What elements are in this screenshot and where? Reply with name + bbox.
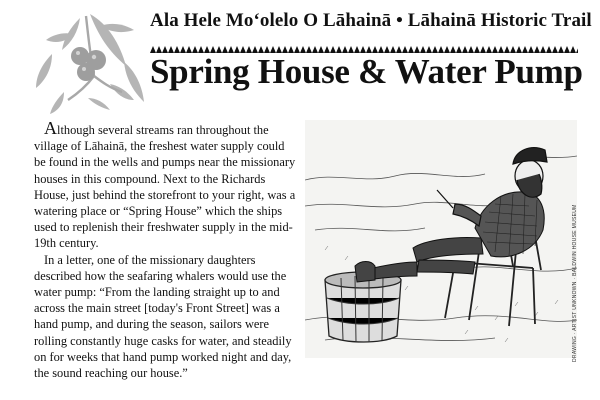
page-title: Spring House & Water Pump xyxy=(150,52,583,91)
paragraph-2: In a letter, one of the missionary daughters described how the seafaring whalers would use the water pump: “From the landing straight up to and across the main street [today's Front Street] was a hand pump, and during the season, sailors were rolling constantly huge casks for water, and steadily on for weeks that hand pump worked night and day, the sound reaching our house.” xyxy=(34,252,292,381)
paragraph-1-text: lthough several streams ran throughout the village of Lāhainā, the freshest water supply could be found in the wells and pumps near the missionary houses in this compound. Next to the Richards House, just behind the storefront to your right, was a watering place or “Spring House” which the ships used to replenish their freshwater supply in the mid-19th century. xyxy=(34,123,296,251)
trail-subtitle: Ala Hele Moʻolelo O Lāhainā • Lāhainā Historic Trail xyxy=(150,10,592,31)
drawing-credit: DRAWING · ARTIST UNKNOWN · BALDWIN HOUSE MUSEUM xyxy=(572,204,578,362)
paragraph-1 xyxy=(34,118,296,252)
body-text xyxy=(34,118,296,381)
triangle-border-icon xyxy=(150,40,578,48)
sailor-drawing xyxy=(305,120,577,358)
drop-cap: A xyxy=(44,118,57,138)
breadfruit-leaf-icon xyxy=(28,4,148,116)
